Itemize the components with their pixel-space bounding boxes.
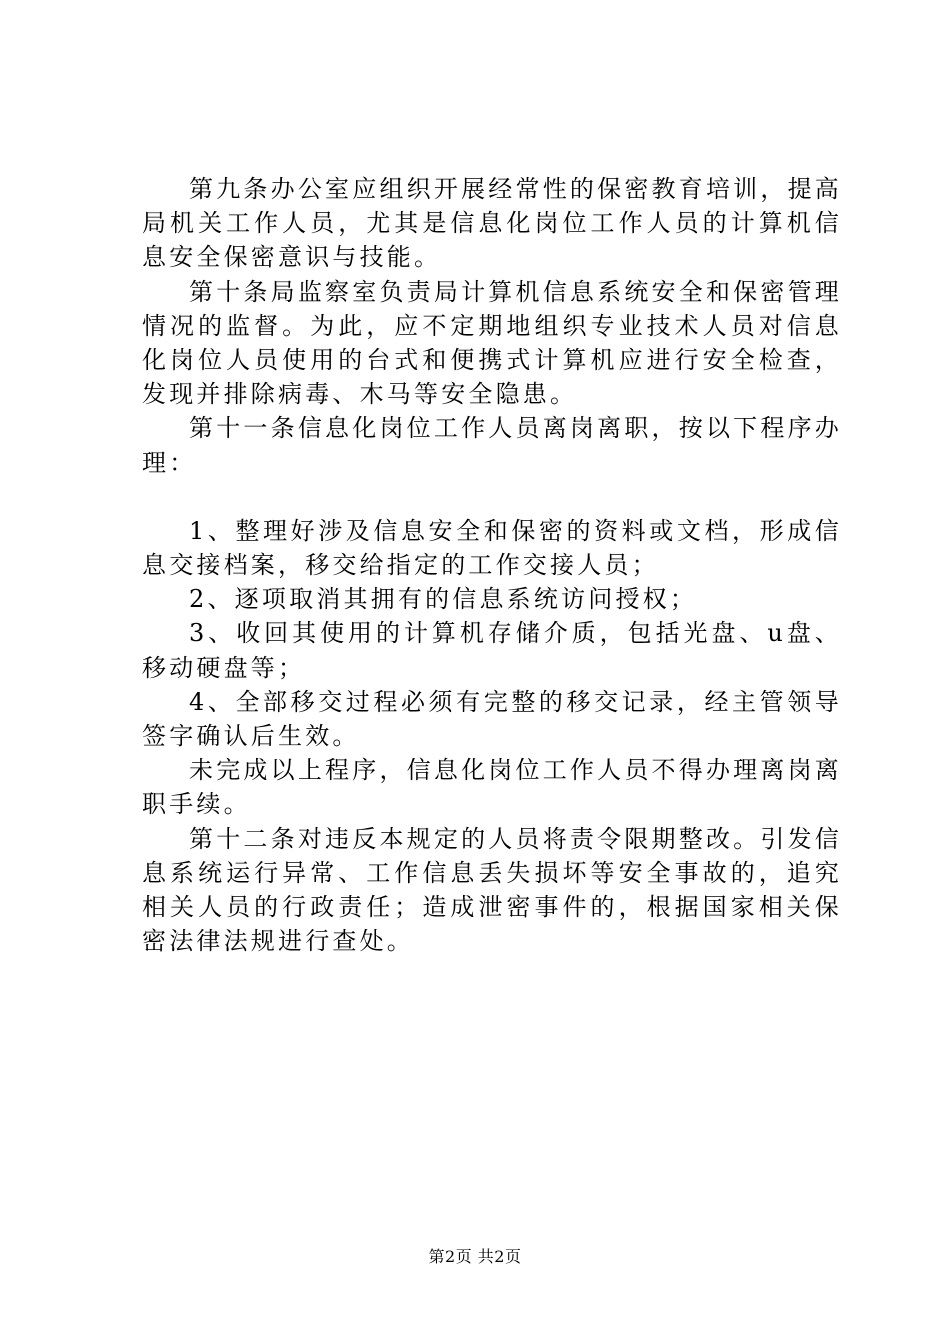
list-item-step-4: 4、全部移交过程必须有完整的移交记录，经主管领导签字确认后生效。 [142, 687, 842, 751]
list-item-step-1: 1、整理好涉及信息安全和保密的资料或文档，形成信息交接档案，移交给指定的工作交接人员； [142, 516, 842, 580]
paragraph-article-9: 第九条办公室应组织开展经常性的保密教育培训，提高局机关工作人员，尤其是信息化岗位工作人员的计算机信息安全保密意识与技能。 [142, 175, 842, 272]
paragraph-article-12: 第十二条对违反本规定的人员将责令限期整改。引发信息系统运行异常、工作信息丢失损坏等安全事故的，追究相关人员的行政责任；造成泄密事件的，根据国家相关保密法律法规进行查处。 [142, 824, 842, 956]
paragraph-article-11: 第十一条信息化岗位工作人员离岗离职，按以下程序办理： [142, 414, 842, 477]
paragraph-procedure-note: 未完成以上程序，信息化岗位工作人员不得办理离岗离职手续。 [142, 756, 842, 819]
page-number-footer: 第2页 共2页 [428, 1247, 522, 1266]
paragraph-article-10: 第十条局监察室负责局计算机信息系统安全和保密管理情况的监督。为此，应不定期地组织专业技术人员对信息化岗位人员使用的台式和便携式计算机应进行安全检查，发现并排除病毒、木马等安全隐患。 [142, 277, 842, 409]
document-body [142, 172, 842, 958]
list-item-step-3: 3、收回其使用的计算机存储介质，包括光盘、u盘、移动硬盘等； [142, 619, 842, 682]
list-item-step-2: 2、逐项取消其拥有的信息系统访问授权； [189, 585, 698, 614]
